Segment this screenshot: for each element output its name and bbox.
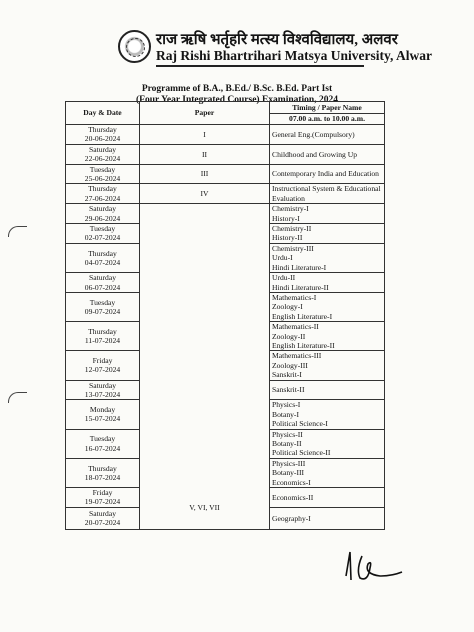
paper-cell-merged: V, VI, VII bbox=[140, 204, 270, 530]
paper-name-cell bbox=[270, 144, 385, 164]
date-label: 13-07-2024 bbox=[84, 389, 121, 399]
subject-label: Hindi Literature-I bbox=[272, 262, 327, 272]
paper-name-cell bbox=[270, 243, 385, 272]
subject-label: Instructional System & Educational bbox=[272, 184, 381, 194]
margin-mark bbox=[8, 392, 27, 403]
date-label: 02-07-2024 bbox=[84, 233, 121, 243]
subject-label: English Literature-II bbox=[272, 340, 335, 350]
paper-name-cell bbox=[270, 458, 385, 487]
subject-label: Urdu-I bbox=[272, 253, 293, 263]
subject-label: Mathematics-II bbox=[272, 322, 319, 332]
day-date-cell bbox=[66, 429, 140, 458]
day-date-cell bbox=[66, 243, 140, 272]
subject-label: English Literature-I bbox=[272, 311, 333, 321]
date-label: 22-06-2024 bbox=[84, 154, 121, 164]
date-label: 29-06-2024 bbox=[84, 213, 121, 223]
subject-label: Sanskrit-I bbox=[272, 370, 302, 380]
day-label: Friday bbox=[92, 488, 113, 498]
table-row bbox=[66, 144, 385, 164]
subject-label: Physics-I bbox=[272, 400, 301, 410]
subject-label: Economics-II bbox=[272, 492, 314, 502]
header-day-date: Day & Date bbox=[66, 102, 140, 125]
day-label: Thursday bbox=[88, 248, 117, 258]
paper-name-cell bbox=[270, 224, 385, 244]
day-date-cell bbox=[66, 184, 140, 204]
date-label: 04-07-2024 bbox=[84, 257, 121, 267]
subject-label: Political Science-I bbox=[272, 419, 328, 429]
day-label: Tuesday bbox=[89, 434, 116, 444]
paper-name-cell bbox=[270, 400, 385, 429]
paper-name-cell bbox=[270, 351, 385, 380]
day-date-cell bbox=[66, 322, 140, 351]
day-label: Thursday bbox=[88, 125, 117, 134]
subject-label: Zoology-II bbox=[272, 331, 306, 341]
subject-label: Botany-III bbox=[272, 468, 305, 478]
subject-label: Botany-II bbox=[272, 439, 302, 448]
day-date-cell bbox=[66, 144, 140, 164]
date-label: 11-07-2024 bbox=[84, 336, 121, 346]
day-label: Saturday bbox=[89, 273, 116, 283]
subject-label: Childhood and Growing Up bbox=[272, 149, 358, 159]
day-label: Thursday bbox=[88, 463, 117, 473]
paper-name-cell bbox=[270, 322, 385, 351]
header-time-slot: 07.00 a.m. to 10.00 a.m. bbox=[270, 113, 385, 125]
table-row bbox=[66, 125, 385, 145]
signature-icon bbox=[340, 546, 420, 591]
day-label: Monday bbox=[89, 405, 116, 415]
paper-name-cell bbox=[270, 125, 385, 145]
subject-label: Physics-II bbox=[272, 429, 303, 439]
date-label: 25-06-2024 bbox=[84, 174, 121, 184]
subject-label: Zoology-I bbox=[272, 302, 303, 312]
date-label: 09-07-2024 bbox=[84, 307, 121, 317]
day-date-cell bbox=[66, 224, 140, 244]
day-label: Saturday bbox=[89, 204, 116, 214]
day-label: Saturday bbox=[89, 380, 116, 390]
subject-label: Chemistry-I bbox=[272, 204, 309, 214]
day-label: Friday bbox=[92, 356, 113, 366]
date-label: 12-07-2024 bbox=[84, 365, 121, 375]
paper-name-cell bbox=[270, 273, 385, 293]
subject-label: Physics-III bbox=[272, 458, 306, 468]
margin-mark bbox=[8, 226, 27, 237]
paper-cell: I bbox=[140, 125, 270, 145]
day-date-cell bbox=[66, 507, 140, 529]
paper-cell: II bbox=[140, 144, 270, 164]
day-date-cell bbox=[66, 380, 140, 400]
day-label: Tuesday bbox=[89, 297, 116, 307]
table-row bbox=[66, 164, 385, 184]
subject-label: Chemistry-II bbox=[272, 224, 312, 234]
paper-cell: III bbox=[140, 164, 270, 184]
paper-name-cell bbox=[270, 380, 385, 400]
day-date-cell bbox=[66, 488, 140, 508]
day-date-cell bbox=[66, 164, 140, 184]
date-label: 18-07-2024 bbox=[84, 472, 121, 482]
date-label: 06-07-2024 bbox=[84, 282, 121, 292]
subject-label: Chemistry-III bbox=[272, 243, 314, 253]
day-date-cell bbox=[66, 125, 140, 145]
date-label: 19-07-2024 bbox=[84, 497, 121, 507]
day-label: Tuesday bbox=[89, 164, 116, 174]
subject-label: Mathematics-I bbox=[272, 292, 317, 302]
paper-name-cell bbox=[270, 429, 385, 458]
paper-cell: IV bbox=[140, 184, 270, 204]
subject-label: Urdu-II bbox=[272, 273, 296, 283]
day-date-cell bbox=[66, 273, 140, 293]
day-date-cell bbox=[66, 458, 140, 487]
subject-label: Political Science-II bbox=[272, 448, 331, 458]
day-date-cell bbox=[66, 351, 140, 380]
paper-name-cell bbox=[270, 292, 385, 321]
header-underline bbox=[156, 65, 364, 67]
letterhead bbox=[118, 28, 432, 68]
date-label: 20-07-2024 bbox=[84, 518, 121, 528]
table-row bbox=[66, 184, 385, 204]
day-label: Saturday bbox=[89, 508, 116, 518]
subject-label: Sanskrit-II bbox=[272, 385, 305, 395]
subject-label: Economics-I bbox=[272, 477, 311, 487]
programme-title: Programme of B.A., B.Ed./ B.Sc. B.Ed. Part Ist bbox=[141, 84, 333, 94]
day-date-cell bbox=[66, 292, 140, 321]
paper-name-cell bbox=[270, 507, 385, 529]
header-paper: Paper bbox=[140, 102, 270, 125]
subject-label: Contemporary India and Education bbox=[272, 169, 379, 179]
subject-label: Evaluation bbox=[272, 193, 305, 203]
paper-name-cell bbox=[270, 204, 385, 224]
day-label: Thursday bbox=[88, 184, 117, 194]
paper-name-cell bbox=[270, 488, 385, 508]
subject-label: History-II bbox=[272, 233, 303, 243]
exam-schedule-table bbox=[65, 101, 385, 530]
day-label: Tuesday bbox=[89, 224, 116, 234]
subject-label: Mathematics-III bbox=[272, 351, 322, 361]
date-label: 20-06-2024 bbox=[84, 134, 121, 144]
programme-subtitle: (Four Year Integrated Course) Examination, 2024 bbox=[136, 95, 338, 105]
date-label: 15-07-2024 bbox=[84, 414, 121, 424]
date-label: 27-06-2024 bbox=[84, 193, 121, 203]
subject-label: Geography-I bbox=[272, 513, 311, 523]
university-seal-icon bbox=[118, 30, 151, 63]
subject-label: General Eng.(Compulsory) bbox=[272, 129, 355, 139]
day-date-cell bbox=[66, 204, 140, 224]
day-label: Saturday bbox=[89, 144, 116, 154]
subject-label: Zoology-III bbox=[272, 360, 308, 370]
day-label: Thursday bbox=[88, 326, 117, 336]
subject-label: Botany-I bbox=[272, 409, 299, 419]
university-name-english: Raj Rishi Bhartrihari Matsya University, Alwar bbox=[156, 48, 432, 63]
subject-label: Hindi Literature-II bbox=[272, 282, 329, 292]
paper-name-cell bbox=[270, 184, 385, 204]
header-timing: Timing / Paper Name bbox=[270, 102, 385, 114]
paper-name-cell bbox=[270, 164, 385, 184]
university-name-hindi: राज ऋषि भर्तृहरि मत्स्य विश्वविद्यालय, अलवर bbox=[156, 32, 398, 48]
table-row bbox=[66, 204, 385, 224]
date-label: 16-07-2024 bbox=[84, 443, 121, 453]
table-header-row bbox=[66, 102, 385, 114]
day-date-cell bbox=[66, 400, 140, 429]
subject-label: History-I bbox=[272, 213, 300, 223]
